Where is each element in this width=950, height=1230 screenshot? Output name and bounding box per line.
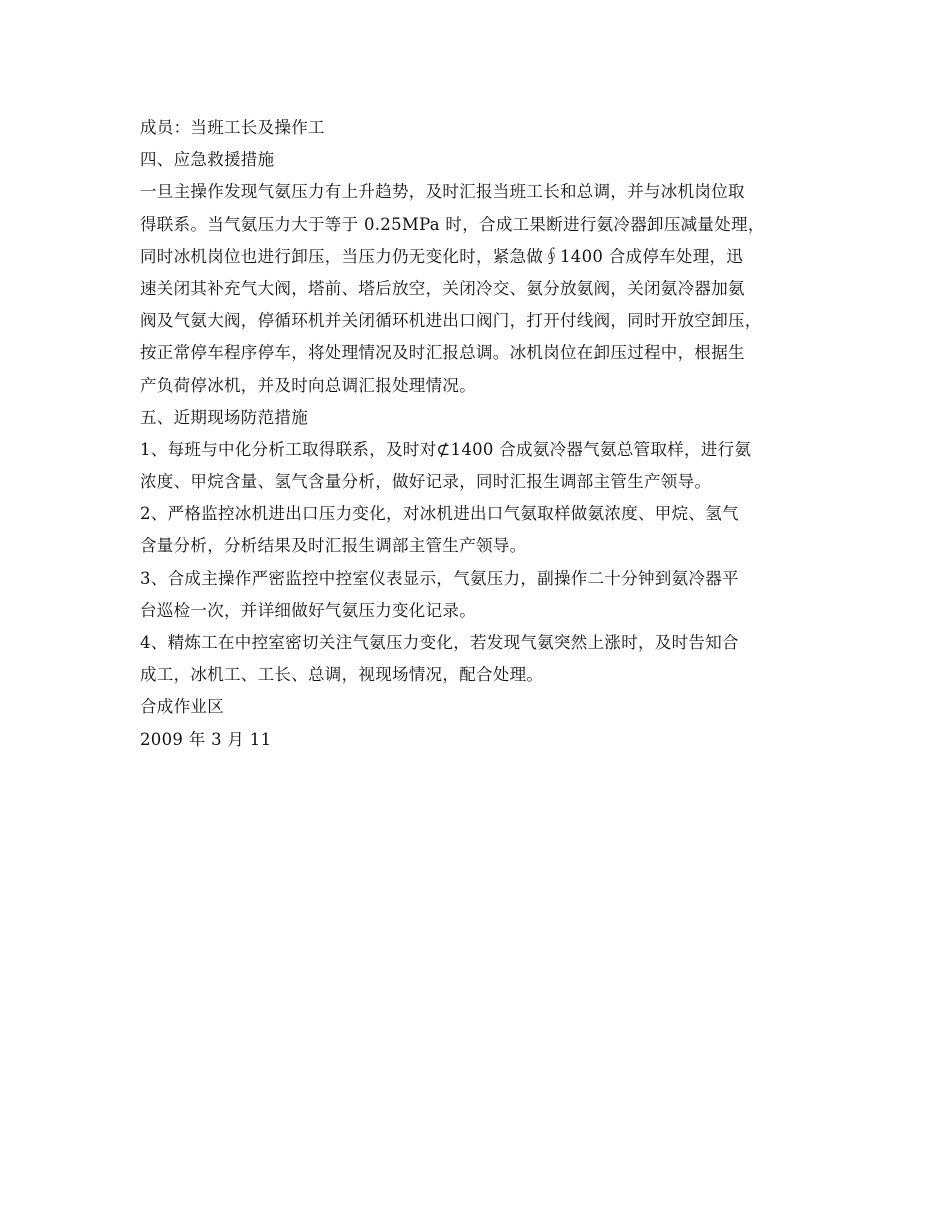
list-item-3-cont: 台巡检一次，并详细做好气氨压力变化记录。 (140, 600, 476, 620)
list-item-2-cont: 含量分析，分析结果及时汇报生调部主管生产领导。 (140, 536, 527, 556)
section-heading-emergency-rescue: 四、应急救援措施 (140, 150, 275, 170)
paragraph-line: 产负荷停冰机，并及时向总调汇报处理情况。 (140, 375, 476, 395)
paragraph-line: 速关闭其补充气大阀，塔前、塔后放空，关闭冷交、氨分放氨阀，关闭氨冷器加氨 (140, 278, 745, 298)
paragraph-line: 得联系。当气氨压力大于等于 0.25MPa 时，合成工果断进行氨冷器卸压减量处理， (140, 214, 765, 234)
list-item-3: 3、合成主操作严密监控中控室仪表显示，气氨压力，副操作二十分钟到氨冷器平 (140, 568, 739, 588)
document-body (140, 112, 830, 756)
signature-date: 2009 年 3 月 11 (140, 729, 272, 749)
list-item-4-cont: 成工，冰机工、工长、总调，视现场情况，配合处理。 (140, 665, 544, 685)
paragraph-line: 按正常停车程序停车，将处理情况及时汇报总调。冰机岗位在卸压过程中，根据生 (140, 343, 745, 363)
list-item-1: 1、每班与中化分析工取得联系，及时对⊄1400 合成氨冷器气氨总管取样，进行氨 (140, 439, 752, 459)
signature-department: 合成作业区 (140, 697, 224, 717)
list-item-1-cont: 浓度、甲烷含量、氢气含量分析，做好记录，同时汇报生调部主管生产领导。 (140, 472, 712, 492)
list-item-4: 4、精炼工在中控室密切关注气氨压力变化，若发现气氨突然上涨时，及时告知合 (140, 633, 739, 652)
paragraph-line: 阀及气氨大阀，停循环机并关闭循环机进出口阀门，打开付线阀，同时开放空卸压， (140, 311, 762, 331)
section-heading-prevention: 五、近期现场防范措施 (140, 407, 308, 427)
members-line: 成员：当班工长及操作工 (140, 118, 325, 137)
paragraph-line: 同时冰机岗位也进行卸压，当压力仍无变化时，紧急做∮1400 合成停车处理，迅 (140, 246, 744, 266)
paragraph-line: 一旦主操作发现气氨压力有上升趋势，及时汇报当班工长和总调，并与冰机岗位取 (140, 182, 745, 202)
list-item-2: 2、严格监控冰机进出口压力变化，对冰机进出口气氨取样做氨浓度、甲烷、氢气 (140, 504, 739, 524)
